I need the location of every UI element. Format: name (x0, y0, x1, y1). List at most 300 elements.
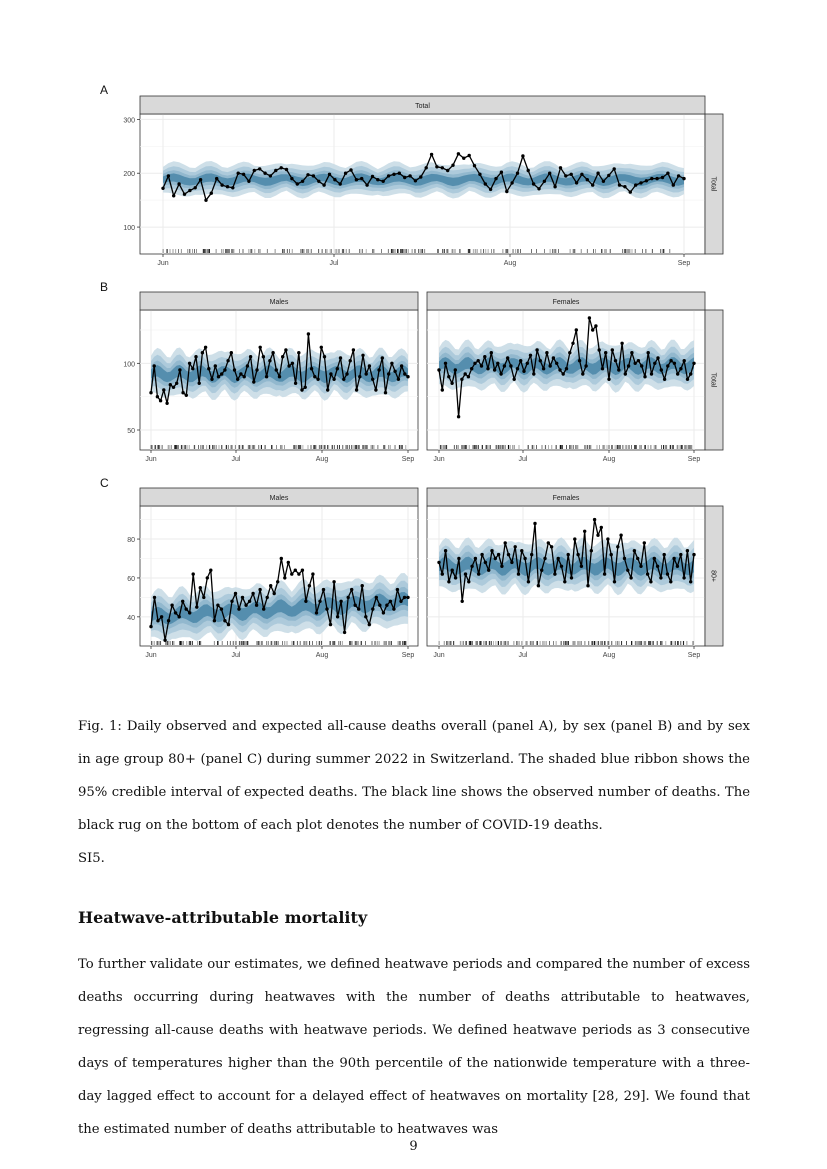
observed-point (666, 572, 669, 575)
observed-point (255, 368, 258, 371)
observed-point (251, 592, 254, 595)
observed-point (474, 557, 477, 560)
observed-point (470, 367, 473, 370)
observed-point (349, 168, 352, 171)
observed-point (198, 382, 201, 385)
observed-point (281, 355, 284, 358)
observed-point (473, 164, 476, 167)
observed-point (201, 351, 204, 354)
observed-point (507, 553, 510, 556)
observed-point (326, 388, 329, 391)
observed-point (548, 172, 551, 175)
observed-point (505, 190, 508, 193)
observed-point (344, 172, 347, 175)
observed-point (246, 364, 249, 367)
observed-point (499, 372, 502, 375)
observed-point (332, 378, 335, 381)
observed-point (591, 183, 594, 186)
observed-point (679, 367, 682, 370)
y-tick-label: 60 (127, 575, 135, 583)
y-tick-label: 50 (127, 428, 135, 435)
observed-point (596, 534, 599, 537)
observed-point (575, 328, 578, 331)
observed-point (259, 346, 262, 349)
observed-point (149, 625, 152, 628)
observed-point (322, 183, 325, 186)
observed-point (653, 362, 656, 365)
observed-point (191, 367, 194, 370)
observed-point (269, 584, 272, 587)
observed-point (573, 537, 576, 540)
observed-point (523, 557, 526, 560)
observed-point (325, 607, 328, 610)
observed-point (185, 607, 188, 610)
observed-point (153, 596, 156, 599)
observed-point (352, 348, 355, 351)
observed-point (204, 199, 207, 202)
observed-point (555, 362, 558, 365)
observed-point (376, 178, 379, 181)
observed-point (489, 188, 492, 191)
observed-point (444, 549, 447, 552)
observed-point (613, 167, 616, 170)
observed-point (630, 351, 633, 354)
si-label: SI5. (78, 851, 105, 866)
observed-point (509, 364, 512, 367)
observed-point (275, 368, 278, 371)
observed-point (223, 619, 226, 622)
observed-point (271, 351, 274, 354)
observed-point (287, 561, 290, 564)
observed-point (500, 565, 503, 568)
facet-label-top: Males (269, 495, 289, 502)
observed-point (230, 351, 233, 354)
observed-point (165, 402, 168, 405)
observed-point (519, 359, 522, 362)
observed-point (172, 386, 175, 389)
observed-point (361, 584, 364, 587)
observed-point (392, 173, 395, 176)
x-tick-label: Jul (329, 260, 339, 267)
observed-point (192, 572, 195, 575)
x-tick-label: Jun (433, 456, 445, 463)
observed-point (547, 541, 550, 544)
observed-point (280, 557, 283, 560)
observed-point (676, 372, 679, 375)
observed-point (682, 177, 685, 180)
observed-point (332, 580, 335, 583)
x-tick-label: Jul (518, 652, 528, 659)
observed-point (355, 178, 358, 181)
observed-point (650, 372, 653, 375)
observed-point (639, 181, 642, 184)
chart-panel-b-males (123, 292, 418, 463)
y-tick-label: 300 (123, 117, 135, 125)
observed-point (355, 388, 358, 391)
facet-label-top: Males (269, 299, 289, 306)
observed-point (247, 180, 250, 183)
observed-point (666, 364, 669, 367)
observed-point (283, 576, 286, 579)
observed-point (233, 368, 236, 371)
x-tick-label: Aug (503, 260, 517, 267)
observed-point (320, 346, 323, 349)
y-tick-label: 80 (127, 537, 135, 545)
observed-point (640, 364, 643, 367)
observed-point (301, 180, 304, 183)
observed-point (653, 557, 656, 560)
observed-point (253, 169, 256, 172)
x-tick-label: Aug (602, 652, 616, 659)
observed-point (580, 173, 583, 176)
observed-point (490, 351, 493, 354)
observed-point (387, 372, 390, 375)
observed-point (213, 619, 216, 622)
observed-point (181, 391, 184, 394)
observed-point (392, 607, 395, 610)
observed-point (539, 359, 542, 362)
facet-label-top: Females (552, 495, 580, 502)
observed-point (185, 394, 188, 397)
observed-point (329, 372, 332, 375)
observed-point (425, 166, 428, 169)
observed-point (484, 561, 487, 564)
x-tick-label: Jun (157, 260, 169, 267)
observed-point (263, 172, 266, 175)
observed-point (290, 572, 293, 575)
observed-point (339, 356, 342, 359)
observed-point (447, 375, 450, 378)
x-tick-label: Aug (315, 456, 329, 463)
observed-point (408, 174, 411, 177)
observed-point (194, 186, 197, 189)
observed-point (530, 553, 533, 556)
observed-point (535, 348, 538, 351)
observed-point (596, 172, 599, 175)
observed-point (216, 604, 219, 607)
observed-point (620, 342, 623, 345)
observed-point (354, 604, 357, 607)
observed-point (175, 382, 178, 385)
observed-point (467, 580, 470, 583)
observed-point (149, 391, 152, 394)
observed-point (156, 619, 159, 622)
observed-point (623, 185, 626, 188)
observed-point (361, 354, 364, 357)
observed-point (396, 588, 399, 591)
observed-point (385, 604, 388, 607)
observed-point (517, 572, 520, 575)
observed-point (307, 332, 310, 335)
panel-letter-a: A (100, 83, 109, 97)
observed-point (666, 172, 669, 175)
observed-point (457, 415, 460, 418)
observed-point (236, 378, 239, 381)
observed-point (510, 181, 513, 184)
observed-point (339, 182, 342, 185)
observed-point (296, 182, 299, 185)
observed-point (294, 382, 297, 385)
observed-point (188, 189, 191, 192)
observed-point (156, 395, 159, 398)
observed-point (557, 557, 560, 560)
observed-point (645, 179, 648, 182)
observed-point (591, 328, 594, 331)
observed-point (297, 572, 300, 575)
observed-point (656, 356, 659, 359)
observed-point (514, 545, 517, 548)
observed-point (480, 364, 483, 367)
observed-point (663, 553, 666, 556)
observed-point (406, 596, 409, 599)
observed-point (199, 586, 202, 589)
observed-point (357, 607, 360, 610)
observed-point (437, 368, 440, 371)
observed-point (174, 611, 177, 614)
observed-point (467, 375, 470, 378)
observed-point (195, 605, 198, 608)
observed-point (581, 372, 584, 375)
observed-point (403, 372, 406, 375)
facet-label-right: Total (709, 372, 717, 388)
section-heading: Heatwave-attributable mortality (78, 908, 368, 927)
observed-point (564, 174, 567, 177)
observed-point (435, 165, 438, 168)
observed-point (692, 362, 695, 365)
observed-point (368, 623, 371, 626)
observed-point (167, 174, 170, 177)
observed-point (457, 152, 460, 155)
observed-point (610, 553, 613, 556)
observed-point (343, 631, 346, 634)
observed-point (178, 615, 181, 618)
observed-point (527, 580, 530, 583)
observed-point (280, 166, 283, 169)
observed-point (562, 372, 565, 375)
facet-label-right: 80+ (709, 570, 717, 582)
observed-point (220, 372, 223, 375)
observed-point (661, 176, 664, 179)
observed-point (258, 167, 261, 170)
observed-point (317, 180, 320, 183)
observed-point (336, 615, 339, 618)
observed-point (457, 557, 460, 560)
observed-point (493, 368, 496, 371)
observed-point (274, 169, 277, 172)
observed-point (310, 367, 313, 370)
observed-point (560, 565, 563, 568)
observed-point (375, 596, 378, 599)
observed-point (473, 362, 476, 365)
observed-point (646, 572, 649, 575)
observed-point (365, 372, 368, 375)
observed-point (616, 545, 619, 548)
observed-point (672, 183, 675, 186)
observed-point (284, 348, 287, 351)
observed-point (371, 378, 374, 381)
observed-point (241, 596, 244, 599)
observed-point (576, 553, 579, 556)
observed-point (322, 588, 325, 591)
observed-point (487, 569, 490, 572)
observed-point (207, 367, 210, 370)
observed-point (315, 611, 318, 614)
observed-point (239, 372, 242, 375)
observed-point (584, 364, 587, 367)
observed-point (506, 356, 509, 359)
observed-point (265, 375, 268, 378)
observed-point (490, 549, 493, 552)
x-tick-label: Jun (433, 652, 445, 659)
observed-point (177, 182, 180, 185)
observed-point (249, 355, 252, 358)
observed-point (580, 565, 583, 568)
observed-point (230, 600, 233, 603)
observed-point (552, 356, 555, 359)
x-tick-label: Aug (602, 456, 616, 463)
observed-point (243, 375, 246, 378)
observed-point (669, 359, 672, 362)
observed-point (262, 355, 265, 358)
observed-point (167, 619, 170, 622)
observed-point (188, 611, 191, 614)
observed-point (384, 391, 387, 394)
observed-point (403, 176, 406, 179)
observed-point (181, 600, 184, 603)
observed-point (600, 526, 603, 529)
observed-point (329, 623, 332, 626)
observed-point (215, 177, 218, 180)
observed-point (454, 368, 457, 371)
observed-point (464, 572, 467, 575)
observed-point (629, 576, 632, 579)
observed-point (414, 179, 417, 182)
observed-point (291, 362, 294, 365)
observed-point (617, 368, 620, 371)
observed-point (444, 362, 447, 365)
observed-point (194, 355, 197, 358)
observed-point (159, 399, 162, 402)
observed-point (686, 549, 689, 552)
observed-point (450, 382, 453, 385)
observed-point (602, 180, 605, 183)
observed-point (497, 553, 500, 556)
observed-point (223, 368, 226, 371)
observed-point (586, 584, 589, 587)
chart-panel-b-females (427, 292, 723, 463)
observed-point (504, 541, 507, 544)
x-tick-label: Jul (231, 456, 241, 463)
observed-point (234, 592, 237, 595)
observed-point (565, 367, 568, 370)
observed-point (368, 364, 371, 367)
facet-label-top: Total (415, 103, 430, 110)
observed-point (543, 557, 546, 560)
observed-point (419, 175, 422, 178)
observed-point (578, 359, 581, 362)
observed-point (570, 576, 573, 579)
observed-point (210, 192, 213, 195)
observed-point (462, 157, 465, 160)
observed-point (516, 172, 519, 175)
x-tick-label: Jul (231, 652, 241, 659)
observed-point (454, 576, 457, 579)
observed-point (477, 359, 480, 362)
x-tick-label: Jun (145, 652, 157, 659)
observed-point (673, 362, 676, 365)
observed-point (406, 375, 409, 378)
observed-point (237, 172, 240, 175)
observed-point (308, 584, 311, 587)
observed-point (339, 600, 342, 603)
observed-point (496, 362, 499, 365)
observed-point (153, 364, 156, 367)
observed-point (328, 173, 331, 176)
observed-point (540, 569, 543, 572)
observed-point (162, 388, 165, 391)
observed-point (301, 569, 304, 572)
observed-point (447, 580, 450, 583)
observed-point (374, 388, 377, 391)
observed-point (686, 378, 689, 381)
observed-point (312, 174, 315, 177)
observed-point (692, 553, 695, 556)
observed-point (633, 549, 636, 552)
observed-point (300, 388, 303, 391)
observed-point (398, 172, 401, 175)
observed-point (342, 378, 345, 381)
observed-point (553, 185, 556, 188)
observed-point (237, 607, 240, 610)
observed-point (650, 177, 653, 180)
observed-point (199, 178, 202, 181)
observed-point (255, 604, 258, 607)
observed-point (588, 316, 591, 319)
observed-point (542, 367, 545, 370)
observed-point (217, 375, 220, 378)
observed-point (594, 324, 597, 327)
observed-point (484, 182, 487, 185)
observed-point (526, 362, 529, 365)
observed-point (226, 359, 229, 362)
observed-point (220, 607, 223, 610)
observed-point (350, 588, 353, 591)
observed-point (313, 375, 316, 378)
observed-point (183, 193, 186, 196)
observed-point (400, 364, 403, 367)
observed-point (656, 565, 659, 568)
observed-point (389, 600, 392, 603)
observed-point (287, 364, 290, 367)
observed-point (623, 557, 626, 560)
observed-point (601, 367, 604, 370)
observed-point (430, 153, 433, 156)
observed-point (336, 367, 339, 370)
observed-point (206, 576, 209, 579)
observed-point (318, 600, 321, 603)
observed-point (663, 378, 666, 381)
observed-point (382, 611, 385, 614)
observed-point (403, 596, 406, 599)
observed-point (619, 534, 622, 537)
x-tick-label: Aug (315, 652, 329, 659)
observed-point (451, 569, 454, 572)
panel-letter-c: C (100, 476, 109, 490)
observed-point (586, 178, 589, 181)
observed-point (480, 553, 483, 556)
observed-point (210, 378, 213, 381)
observed-point (606, 537, 609, 540)
